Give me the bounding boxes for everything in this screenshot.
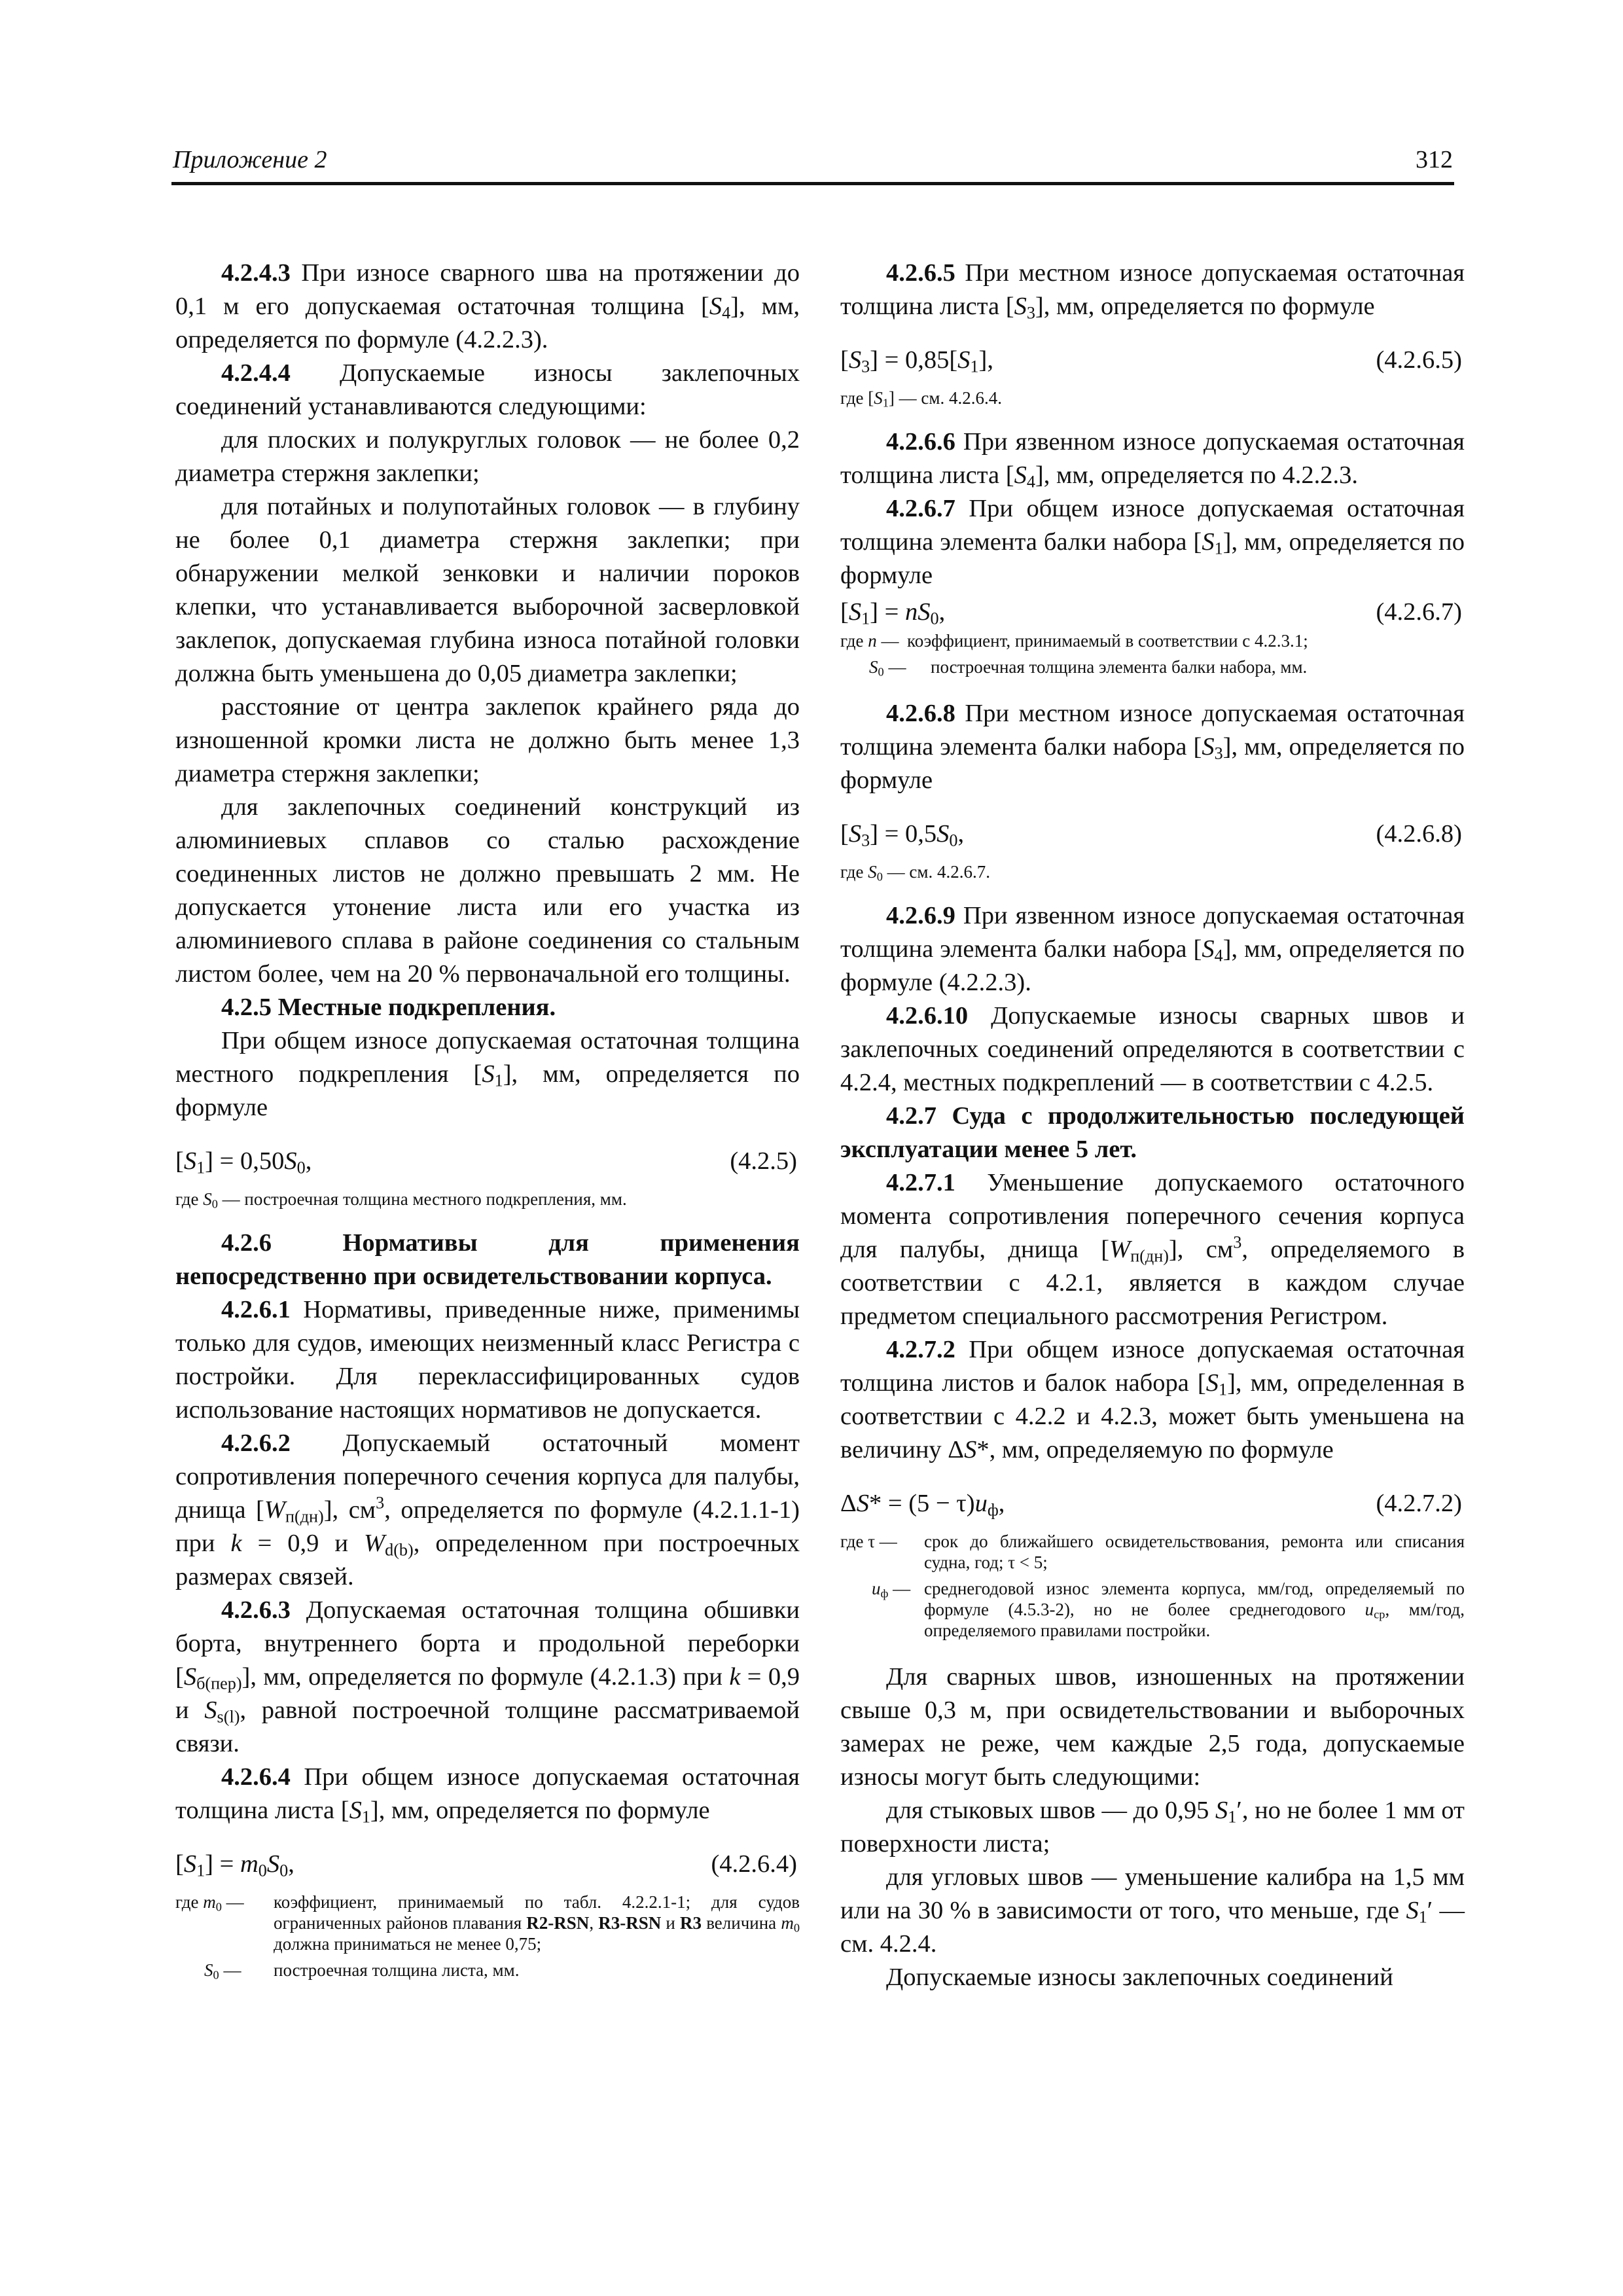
paragraph bbox=[840, 697, 1465, 797]
text-run: ], мм, определяется по формуле bbox=[840, 733, 1465, 794]
text-run: 0 bbox=[878, 665, 884, 679]
text-run: Допускаемые износы заклепочных соединений устанавливаются следующими: bbox=[175, 359, 800, 420]
paragraph bbox=[840, 1333, 1465, 1467]
text-run: для потайных и полупотайных головок — в глубину не более 0,1 диаметра стержня заклепки; при обнаружении мелкой зенковки и наличии пороков клепки, что устанавливается выборочной засверловкой заклепок, допускаемая глубина износа потайной головки должна быть уменьшена до 0,05 диаметра заклепки; bbox=[175, 493, 800, 687]
text-run: , bbox=[957, 820, 965, 848]
text-run: 0 bbox=[258, 1861, 267, 1880]
text-run: коэффициент, принимаемый в соответствии с 4.2.3.1; bbox=[907, 631, 1308, 651]
text-run: , определенном при построечных размерах связей. bbox=[175, 1530, 800, 1590]
text-run: S bbox=[183, 1663, 197, 1691]
text-run: [ bbox=[175, 1850, 184, 1878]
text-run: R3-RSN bbox=[598, 1913, 662, 1933]
text-run: 4.2.6.8 bbox=[886, 700, 955, 727]
text-run: — bbox=[219, 1960, 241, 1980]
formula bbox=[840, 343, 1465, 377]
text-run: *, мм, определяемую по формуле bbox=[976, 1436, 1334, 1463]
right-column bbox=[840, 257, 1465, 1994]
text-run: При общем износе допускаемая остаточная толщина элемента балки набора [ bbox=[840, 495, 1465, 556]
text-run: S bbox=[284, 1147, 297, 1175]
text-run: построечная толщина листа, мм. bbox=[274, 1960, 520, 1980]
text-run: б(пер) bbox=[196, 1674, 242, 1693]
text-run: Допускаемая остаточная толщина обшивки борта, внутреннего борта и продольной переборки [ bbox=[175, 1596, 800, 1691]
text-run: ф bbox=[987, 1500, 999, 1520]
paragraph bbox=[175, 1024, 800, 1124]
formula bbox=[840, 595, 1465, 629]
text-run: S bbox=[1014, 293, 1027, 320]
text-run: При язвенном износе допускаемая остаточная толщина элемента балки набора [ bbox=[840, 902, 1465, 963]
section-heading bbox=[175, 1227, 800, 1293]
formula-expression bbox=[840, 343, 993, 377]
text-run: 3 bbox=[1026, 303, 1035, 323]
text-run: 1 bbox=[196, 1158, 205, 1177]
text-run: S bbox=[936, 820, 950, 848]
text-run: ] = 0,85[ bbox=[870, 346, 958, 374]
text-run: для угловых швов — уменьшение калибра на 1,5 мм или на 30 % в зависимости от того, что меньше, где bbox=[840, 1863, 1465, 1924]
paragraph bbox=[840, 492, 1465, 592]
text-run: ′ — см. 4.2.4. bbox=[840, 1897, 1465, 1958]
text-run: — построечная толщина местного подкрепления, мм. bbox=[217, 1189, 627, 1209]
text-run: расстояние от центра заклепок крайнего ряда до изношенной кромки листа не должно быть менее 1,3 диаметра стержня заклепки; bbox=[175, 693, 800, 787]
formula-number: (4.2.7.2) bbox=[1376, 1490, 1462, 1517]
text-run: ], мм, определяется по формуле (4.2.2.3). bbox=[840, 935, 1465, 996]
text-run: 4.2.6.6 bbox=[886, 428, 955, 456]
text-run: 4.2.6.4 bbox=[221, 1763, 291, 1791]
formula-expression bbox=[840, 1486, 1005, 1520]
text-run: S bbox=[1406, 1897, 1419, 1924]
legend-text bbox=[175, 1960, 800, 1981]
text-run: ], мм, определяется по формуле bbox=[840, 528, 1465, 589]
text-run: 0 bbox=[211, 1197, 218, 1211]
text-run: d(b) bbox=[385, 1540, 414, 1560]
text-run: построечная толщина элемента балки набора, мм. bbox=[931, 657, 1308, 677]
text-run: ] = bbox=[870, 598, 905, 626]
text-run: Для сварных швов, изношенных на протяжении свыше 0,3 м, при освидетельствовании и выборочных замерах не реже, чем каждые 2,5 года, допускаемые износы могут быть следующими: bbox=[840, 1663, 1465, 1791]
text-run: 4.2.6.3 bbox=[221, 1596, 291, 1624]
text-run: 4.2.6.1 bbox=[221, 1296, 291, 1323]
paragraph bbox=[840, 999, 1465, 1100]
text-run: S bbox=[856, 1490, 870, 1517]
text-run: При общем износе допускаемая остаточная толщина местного подкрепления [ bbox=[175, 1027, 800, 1088]
formula-number: (4.2.5) bbox=[730, 1147, 797, 1175]
text-run: — bbox=[883, 657, 906, 677]
text-run: , bbox=[305, 1147, 312, 1175]
text-run: ], мм, определяется по 4.2.2.3. bbox=[1035, 461, 1359, 489]
text-run: для стыковых швов — до 0,95 bbox=[886, 1797, 1216, 1824]
text-run: 4.2.7.2 bbox=[886, 1336, 955, 1363]
paragraph bbox=[175, 1427, 800, 1594]
text-run: [ bbox=[175, 1147, 184, 1175]
text-run: величина bbox=[702, 1913, 781, 1933]
text-run: S bbox=[1014, 461, 1027, 489]
text-run: S bbox=[874, 388, 883, 408]
text-run: где bbox=[175, 1189, 204, 1209]
text-run: срок до ближайшего освидетельствования, ремонта или списания судна, год; τ < 5; bbox=[924, 1532, 1465, 1572]
section-heading bbox=[840, 1100, 1465, 1166]
text-run: S bbox=[869, 657, 878, 677]
text-run: 1 bbox=[882, 396, 889, 410]
text-run: m bbox=[781, 1913, 794, 1933]
text-run: S bbox=[964, 1436, 977, 1463]
text-run: Уменьшение допускаемого остаточного момента сопротивления поперечного сечения корпуса для палубы, днища [ bbox=[840, 1169, 1465, 1263]
text-run: При общем износе допускаемая остаточная толщина листа [ bbox=[175, 1763, 800, 1824]
formula bbox=[175, 1144, 800, 1178]
text-run: W bbox=[264, 1496, 285, 1524]
legend-text bbox=[840, 630, 1465, 651]
text-run: где [ bbox=[840, 388, 874, 408]
text-run: ] — см. 4.2.6.4. bbox=[888, 388, 1002, 408]
text-run: , bbox=[998, 1490, 1005, 1517]
text-run: 0 bbox=[279, 1861, 289, 1880]
paragraph bbox=[175, 357, 800, 423]
text-run: S bbox=[266, 1850, 280, 1878]
text-run: m bbox=[203, 1892, 216, 1912]
text-run: среднегодовой износ элемента корпуса, мм/год, определяемый по формуле (4.5.3-2), но не более среднегодового bbox=[924, 1579, 1465, 1619]
formula-number: (4.2.6.4) bbox=[711, 1850, 797, 1878]
text-run: 1 bbox=[970, 357, 979, 376]
text-run: ], мм, определяется по формуле bbox=[1035, 293, 1375, 320]
formula-legend bbox=[175, 1189, 800, 1210]
running-header bbox=[171, 143, 1454, 185]
legend-text bbox=[840, 861, 1465, 882]
formula bbox=[840, 817, 1465, 851]
paragraph bbox=[175, 423, 800, 490]
legend-symbol bbox=[869, 656, 906, 677]
text-run: 0 bbox=[793, 1921, 800, 1935]
text-run: ], мм, определяется по формуле bbox=[370, 1797, 710, 1824]
text-run: s(l) bbox=[217, 1707, 240, 1727]
text-run: ср bbox=[1374, 1607, 1385, 1621]
text-run: При износе сварного шва на протяжении до 0,1 м его допускаемая остаточная толщина [ bbox=[175, 259, 800, 320]
text-run: Нормативы, приведенные ниже, применимы только для судов, имеющих неизменный класс Регистра с постройки. Для переклассифицированных судов использование настоящих нормативов не допускается. bbox=[175, 1296, 800, 1424]
page-number: 312 bbox=[1416, 146, 1453, 173]
text-run: где bbox=[840, 862, 868, 882]
text-run: u bbox=[974, 1490, 988, 1517]
text-run: S bbox=[1202, 935, 1215, 963]
text-run: 1 bbox=[1228, 1807, 1237, 1827]
text-run: 4.2.6.5 bbox=[886, 259, 955, 287]
text-run: n bbox=[868, 631, 877, 651]
paragraph bbox=[175, 257, 800, 357]
legend-symbol bbox=[872, 1578, 910, 1599]
paragraph bbox=[840, 1861, 1465, 1961]
text-run: для плоских и полукруглых головок — не более 0,2 диаметра стержня заклепки; bbox=[175, 426, 800, 487]
text-run: и bbox=[661, 1913, 681, 1933]
text-run: ], мм, определяется по формуле (4.2.1.3) при bbox=[241, 1663, 730, 1691]
text-run: 1 bbox=[1219, 1380, 1228, 1399]
paragraph bbox=[840, 1961, 1465, 1994]
text-run: ], мм, определяется по формуле (4.2.2.3). bbox=[175, 293, 800, 353]
text-run: 0 bbox=[876, 870, 883, 884]
text-run: коэффициент, принимаемый по табл. 4.2.2.1-1; для судов ограниченных районов плавания bbox=[274, 1892, 800, 1933]
legend-text bbox=[840, 656, 1465, 677]
text-run: 4.2.7.1 bbox=[886, 1169, 955, 1196]
text-run: 4.2.6.2 bbox=[221, 1429, 291, 1457]
text-run: 4.2.6 Нормативы для применения непосредственно при освидетельствовании корпуса. bbox=[175, 1229, 800, 1290]
text-run: W bbox=[364, 1530, 385, 1557]
text-run: R2-RSN bbox=[526, 1913, 590, 1933]
text-run: S bbox=[204, 1696, 217, 1724]
text-run: W bbox=[1109, 1236, 1131, 1263]
text-run: S bbox=[349, 1797, 362, 1824]
text-run: , определяемого в соответствии с 4.2.1, является в каждом случае предметом специального рассмотрения Регистром. bbox=[840, 1236, 1465, 1330]
formula-legend bbox=[840, 387, 1465, 408]
text-run: S bbox=[848, 346, 862, 374]
paragraph bbox=[840, 257, 1465, 323]
text-run: 1 bbox=[1418, 1907, 1427, 1927]
legend-symbol bbox=[175, 1892, 244, 1912]
text-run: S bbox=[203, 1189, 212, 1209]
paragraph bbox=[175, 691, 800, 791]
text-run: u bbox=[872, 1579, 881, 1598]
text-run: 1 bbox=[861, 609, 870, 628]
text-run: S bbox=[709, 293, 722, 320]
text-run: 4.2.6.9 bbox=[886, 902, 955, 929]
legend-symbol bbox=[840, 630, 899, 651]
left-column bbox=[175, 257, 800, 1986]
text-run: где bbox=[840, 631, 868, 651]
text-run: S bbox=[183, 1147, 197, 1175]
text-run: 3 bbox=[1233, 1232, 1242, 1252]
paragraph bbox=[840, 1660, 1465, 1794]
text-run: S bbox=[1215, 1797, 1228, 1824]
text-run: ] = 0,5 bbox=[870, 820, 937, 848]
formula-number: (4.2.6.5) bbox=[1376, 346, 1462, 374]
text-run: k bbox=[729, 1663, 741, 1691]
text-run: ] = 0,50 bbox=[205, 1147, 285, 1175]
text-run: где τ — bbox=[840, 1532, 897, 1551]
paragraph bbox=[840, 899, 1465, 999]
text-run: [ bbox=[840, 820, 849, 848]
text-run: 1 bbox=[361, 1807, 370, 1827]
legend-text bbox=[175, 1189, 800, 1210]
section-heading bbox=[175, 991, 800, 1024]
text-run: S bbox=[482, 1060, 495, 1088]
formula-number: (4.2.6.7) bbox=[1376, 598, 1462, 626]
paragraph bbox=[175, 791, 800, 991]
text-run: ], см bbox=[1168, 1236, 1234, 1263]
formula-expression bbox=[840, 595, 945, 629]
formula-legend bbox=[840, 1531, 1465, 1573]
formula-legend bbox=[175, 1960, 800, 1981]
text-run: S bbox=[848, 820, 862, 848]
text-run: [ bbox=[840, 346, 849, 374]
text-run: = 0,9 и bbox=[241, 1530, 365, 1557]
text-run: 3 bbox=[861, 357, 870, 376]
formula bbox=[840, 1486, 1465, 1520]
text-run: = 0,9 и bbox=[175, 1663, 800, 1724]
text-run: , равной построечной толщине рассматриваемой связи. bbox=[175, 1696, 800, 1757]
formula-legend bbox=[840, 630, 1465, 651]
header-title: Приложение 2 bbox=[173, 146, 327, 173]
text-run: ], bbox=[978, 346, 993, 374]
text-run: При общем износе допускаемая остаточная толщина листов и балок набора [ bbox=[840, 1336, 1465, 1397]
text-run: ] = bbox=[205, 1850, 240, 1878]
formula-expression bbox=[175, 1847, 294, 1881]
paragraph bbox=[175, 490, 800, 691]
text-run: S bbox=[204, 1960, 213, 1980]
text-run: S bbox=[1202, 733, 1215, 761]
text-run: 4 bbox=[1026, 472, 1035, 492]
text-run: ], мм, определенная в соответствии с 4.2.2 и 4.2.3, может быть уменьшена на величину Δ bbox=[840, 1369, 1465, 1463]
text-run: — bbox=[876, 631, 899, 651]
formula-legend bbox=[175, 1892, 800, 1954]
text-run: nS bbox=[904, 598, 931, 626]
text-run: 0 bbox=[930, 609, 939, 628]
text-run: 4.2.5 Местные подкрепления. bbox=[221, 994, 556, 1021]
text-run: 4.2.7 Суда с продолжительностью последующей эксплуатации менее 5 лет. bbox=[840, 1102, 1465, 1163]
legend-text bbox=[840, 1531, 1465, 1573]
text-run: При местном износе допускаемая остаточная толщина элемента балки набора [ bbox=[840, 700, 1465, 761]
paragraph bbox=[175, 1761, 800, 1827]
paragraph bbox=[175, 1594, 800, 1761]
text-run: для заклепочных соединений конструкций из алюминиевых сплавов со сталью расхождение соединенных листов не должно превышать 2 мм. Не допускается утонение листа или его участка из алюминиевого сплава в районе соединения со стальным листом более, чем на 20 % первоначальной его толщины. bbox=[175, 793, 800, 988]
text-run: S bbox=[1205, 1369, 1219, 1397]
text-run: — bbox=[888, 1579, 911, 1598]
text-run: , bbox=[288, 1850, 294, 1878]
text-run: S bbox=[183, 1850, 197, 1878]
text-run: где bbox=[175, 1892, 204, 1912]
text-run: , bbox=[589, 1913, 599, 1933]
text-run: ′, но не более 1 мм от поверхности листа; bbox=[840, 1797, 1465, 1857]
text-run: 3 bbox=[1214, 744, 1223, 763]
text-run: 4 bbox=[1214, 946, 1223, 965]
legend-symbol bbox=[840, 1531, 897, 1552]
text-run: 4.2.6.10 bbox=[886, 1002, 969, 1030]
text-run: 0 bbox=[213, 1968, 219, 1982]
formula-number: (4.2.6.8) bbox=[1376, 820, 1462, 848]
formula-expression bbox=[840, 817, 964, 851]
text-run: ], мм, определяется по формуле bbox=[175, 1060, 800, 1121]
text-run: Допускаемый остаточный момент сопротивления поперечного сечения корпуса для палубы, днища [ bbox=[175, 1429, 800, 1524]
formula-expression bbox=[175, 1144, 312, 1178]
text-run: 3 bbox=[376, 1493, 385, 1513]
text-run: При язвенном износе допускаемая остаточная толщина листа [ bbox=[840, 428, 1465, 489]
text-run: S bbox=[868, 862, 877, 882]
legend-text bbox=[175, 1892, 800, 1954]
formula-legend bbox=[840, 656, 1465, 677]
text-run: 4.2.4.4 bbox=[221, 359, 291, 387]
text-run: 1 bbox=[196, 1861, 205, 1880]
text-run: ], см bbox=[323, 1496, 376, 1524]
text-run: S bbox=[1202, 528, 1215, 556]
text-run: — bbox=[221, 1892, 244, 1912]
text-run: S bbox=[957, 346, 971, 374]
paragraph bbox=[840, 1794, 1465, 1861]
text-run: S bbox=[848, 598, 862, 626]
text-run: 0 bbox=[949, 831, 958, 850]
legend-symbol bbox=[204, 1960, 241, 1981]
text-run: Δ bbox=[840, 1490, 857, 1517]
paragraph bbox=[840, 1166, 1465, 1333]
text-run: k bbox=[230, 1530, 242, 1557]
text-run: * = (5 − τ) bbox=[869, 1490, 975, 1517]
text-run: R3 bbox=[680, 1913, 702, 1933]
text-run: — см. 4.2.6.7. bbox=[882, 862, 990, 882]
text-run: п(дн) bbox=[1130, 1246, 1169, 1266]
text-run: 1 bbox=[494, 1071, 503, 1090]
text-run: 0 bbox=[215, 1900, 222, 1914]
text-run: Допускаемые износы заклепочных соединений bbox=[886, 1964, 1393, 1991]
text-run: 0 bbox=[296, 1158, 306, 1177]
text-run: 1 bbox=[1214, 539, 1223, 558]
text-run: ф bbox=[880, 1587, 889, 1600]
text-run: При местном износе допускаемая остаточная толщина листа [ bbox=[840, 259, 1465, 320]
text-run: 3 bbox=[861, 831, 870, 850]
text-run: m bbox=[240, 1850, 259, 1878]
text-run: , мм/год, определяемого правилами постройки. bbox=[924, 1600, 1465, 1640]
text-run: должна приниматься не менее 0,75; bbox=[274, 1934, 542, 1954]
paragraph bbox=[175, 1293, 800, 1427]
text-run: , bbox=[938, 598, 946, 626]
text-run: Допускаемые износы сварных швов и заклепочных соединений определяются в соответствии с 4.2.4, местных подкреплений — в соответствии с 4.2.5. bbox=[840, 1002, 1465, 1096]
text-run: 4 bbox=[722, 303, 731, 323]
formula-legend bbox=[840, 861, 1465, 882]
text-run: 4.2.4.3 bbox=[221, 259, 291, 287]
formula bbox=[175, 1847, 800, 1881]
legend-text bbox=[840, 387, 1465, 408]
text-run: [ bbox=[840, 598, 849, 626]
formula-legend bbox=[840, 1578, 1465, 1641]
text-run: 4.2.6.7 bbox=[886, 495, 955, 522]
legend-text bbox=[840, 1578, 1465, 1641]
text-run: п(дн) bbox=[285, 1507, 324, 1526]
text-run: u bbox=[1364, 1600, 1374, 1619]
text-run: , определяется по формуле (4.2.1.1-1) при bbox=[175, 1496, 800, 1557]
paragraph bbox=[840, 425, 1465, 492]
